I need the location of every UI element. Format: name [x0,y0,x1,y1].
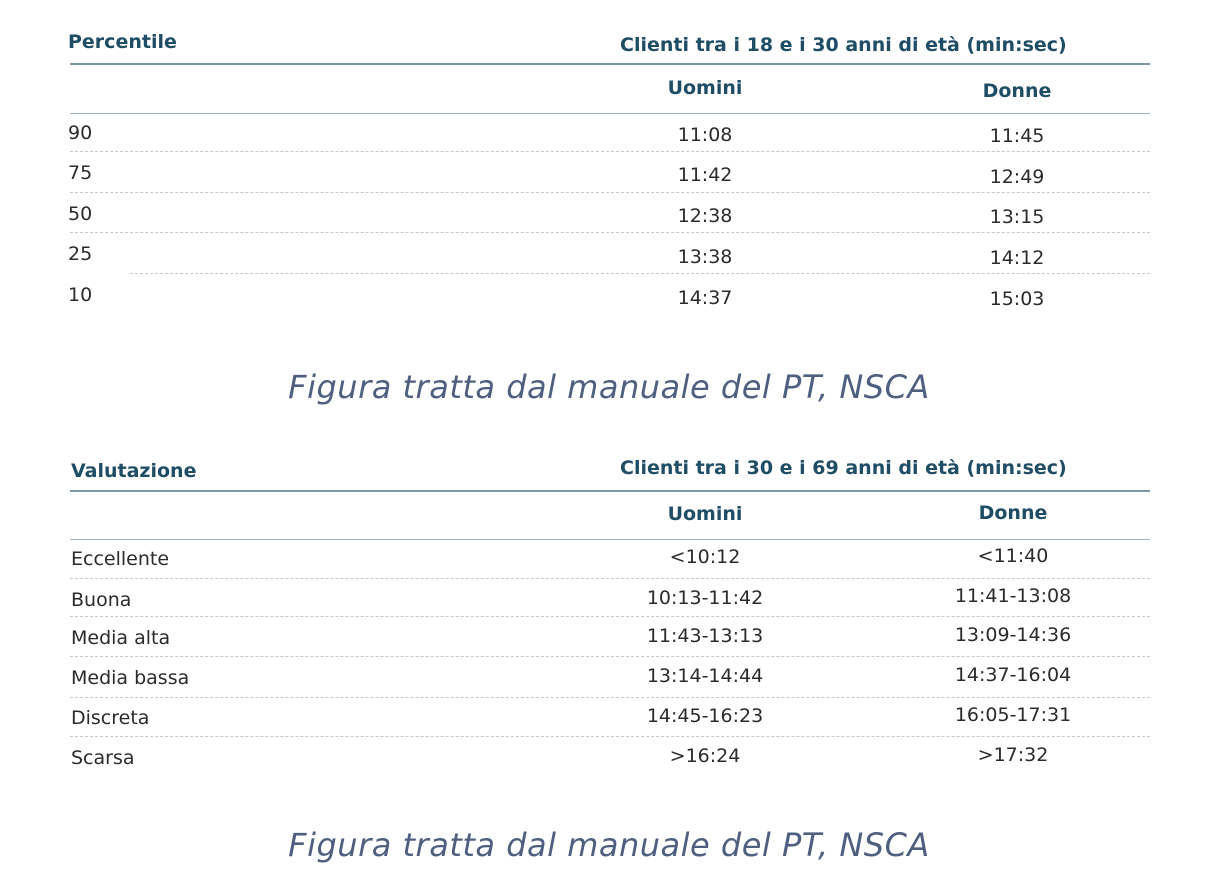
table1-row-men: 14:37 [677,287,733,309]
table2-header-rule [70,539,1150,540]
table1-row-women: 12:49 [989,166,1045,188]
table2-row-label: Media bassa [71,667,190,689]
table1-row-women: 15:03 [989,288,1045,310]
table1-row-men: 11:42 [677,164,733,186]
table1-row-men: 12:38 [677,205,733,227]
table2-row-women: <11:40 [977,545,1049,567]
table2-row-women: 16:05-17:31 [954,704,1072,726]
table1-row-women: 13:15 [989,206,1045,228]
table2-row-men: >16:24 [669,745,741,767]
figure-caption: Figura tratta dal manuale del PT, NSCA [288,826,930,864]
table2-row-label: Discreta [71,707,150,729]
table2-row-men: 11:43-13:13 [646,625,764,647]
table2-row-divider [70,578,1150,579]
table2-row-label: Eccellente [71,548,170,570]
table2-row-men: 10:13-11:42 [646,587,764,609]
table1-row-women: 14:12 [989,247,1045,269]
table1-row-label: 75 [68,162,93,184]
table2-row-men: 13:14-14:44 [646,665,764,687]
table1-row-label: 25 [68,243,93,265]
table2-men-header: Uomini [667,503,743,525]
table2-row-divider [70,697,1150,698]
table2-row-women: 13:09-14:36 [954,624,1072,646]
table1-row-label: 10 [68,284,93,306]
table1-row-men: 11:08 [677,124,733,146]
table2-column-header: Valutazione [71,460,197,482]
table1-header-rule [70,113,1150,114]
table2-row-divider [70,736,1150,737]
table1-row-divider [70,192,1150,193]
table2-row-label: Scarsa [71,747,135,769]
table1-column-header: Percentile [68,31,177,53]
table2-row-men: <10:12 [669,546,741,568]
table1-row-label: 50 [68,203,93,225]
table2-group-header: Clienti tra i 30 e i 69 anni di età (min:sec) [620,457,1067,479]
table1-men-header: Uomini [667,77,743,99]
table1-row-label: 90 [68,122,93,144]
table2-row-label: Media alta [71,627,171,649]
table1-row-men: 13:38 [677,246,733,268]
table2-row-women: 14:37-16:04 [954,664,1072,686]
figure-caption: Figura tratta dal manuale del PT, NSCA [288,368,930,406]
table2-row-divider [70,616,1150,617]
table1-group-header: Clienti tra i 18 e i 30 anni di età (min:sec) [620,34,1067,56]
table2-women-header: Donne [978,502,1048,524]
table2-top-rule [70,490,1150,492]
table1-row-divider [70,232,1150,233]
table1-row-women: 11:45 [989,125,1045,147]
table2-row-men: 14:45-16:23 [646,705,764,727]
table2-row-women: 11:41-13:08 [954,585,1072,607]
table2-row-divider [70,656,1150,657]
table2-row-label: Buona [71,589,132,611]
table1-top-rule [70,63,1150,65]
table2-row-women: >17:32 [977,744,1049,766]
table1-row-divider [130,273,1150,274]
table1-women-header: Donne [982,80,1052,102]
table1-row-divider [70,151,1150,152]
